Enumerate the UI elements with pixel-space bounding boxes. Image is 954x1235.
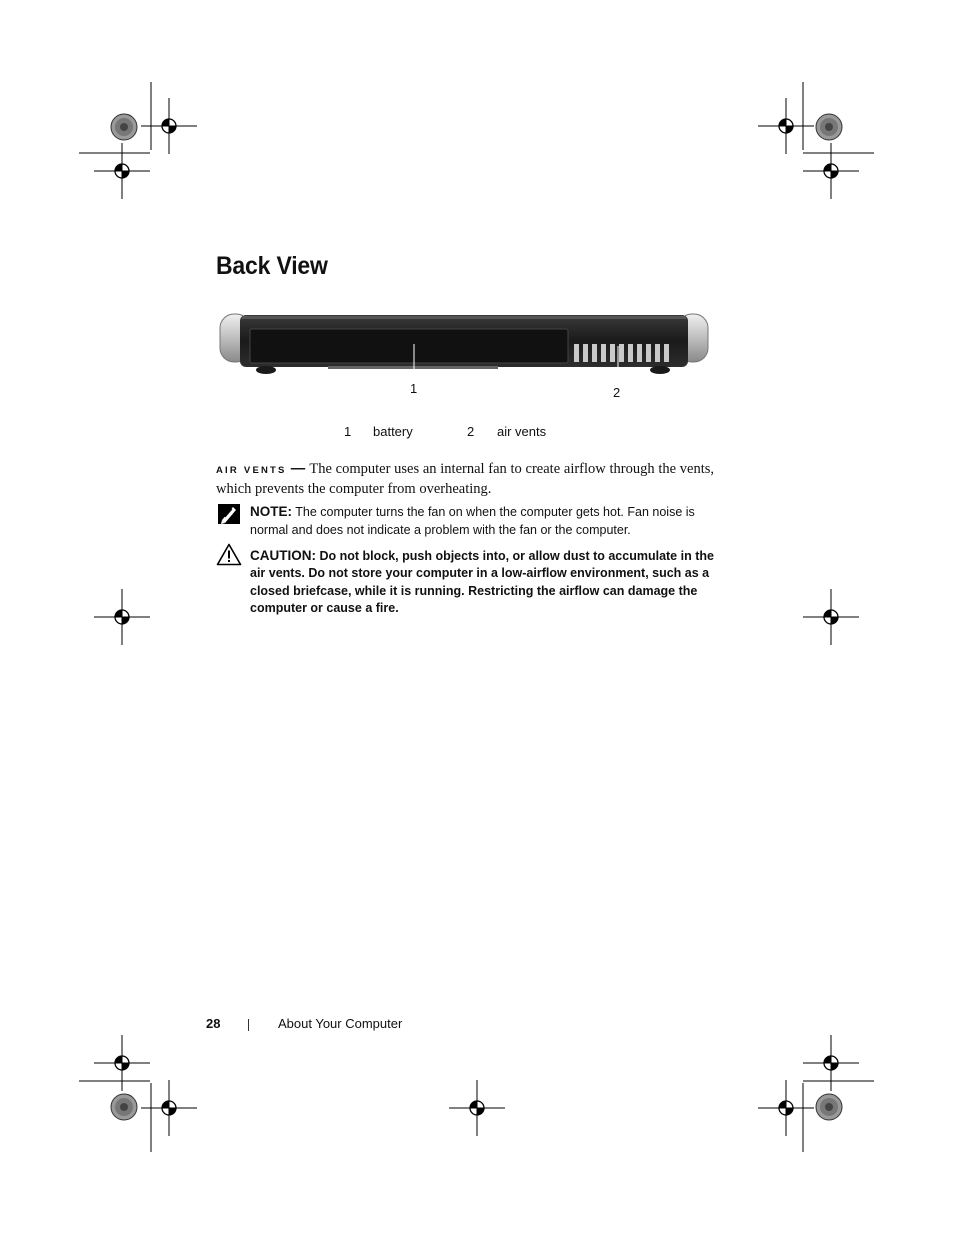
callout-1: 1 (410, 381, 418, 396)
page-number: 28 (206, 1016, 221, 1031)
note-text: The computer turns the fan on when the computer gets hot. Fan noise is normal and does not indicate a problem with the fan or the computer. (250, 505, 695, 537)
note-block (250, 503, 714, 539)
pencil-note-icon (217, 503, 241, 525)
legend-item-2-number: 2 (467, 424, 475, 439)
page-title: Back View (216, 252, 328, 280)
footer-separator (248, 1019, 249, 1031)
caution-text: Do not block, push objects into, or allow dust to accumulate in the air vents. Do not store your computer in a low-airflow environment, such as a closed briefcase, while it is running. Restricting the airflow can damage the computer or cause a fire. (250, 549, 714, 615)
legend-item-1-number: 1 (344, 424, 352, 439)
term-air-vents: AIR VENTS (216, 465, 287, 476)
legend-item-2-label: air vents (497, 424, 547, 439)
caution-block (250, 547, 716, 617)
warning-triangle-icon (216, 543, 242, 566)
caution-label: CAUTION: (250, 548, 316, 563)
laptop-back-view-image (218, 310, 710, 378)
footer-section-title: About Your Computer (278, 1016, 403, 1031)
note-label: NOTE: (250, 504, 292, 519)
air-vents-paragraph (216, 460, 714, 499)
air-vents-text: The computer uses an internal fan to create airflow through the vents, which prevents the computer from overheating. (216, 461, 715, 497)
legend-item-1-label: battery (373, 424, 413, 439)
callout-2: 2 (613, 385, 621, 400)
term-dash: — (286, 461, 310, 477)
